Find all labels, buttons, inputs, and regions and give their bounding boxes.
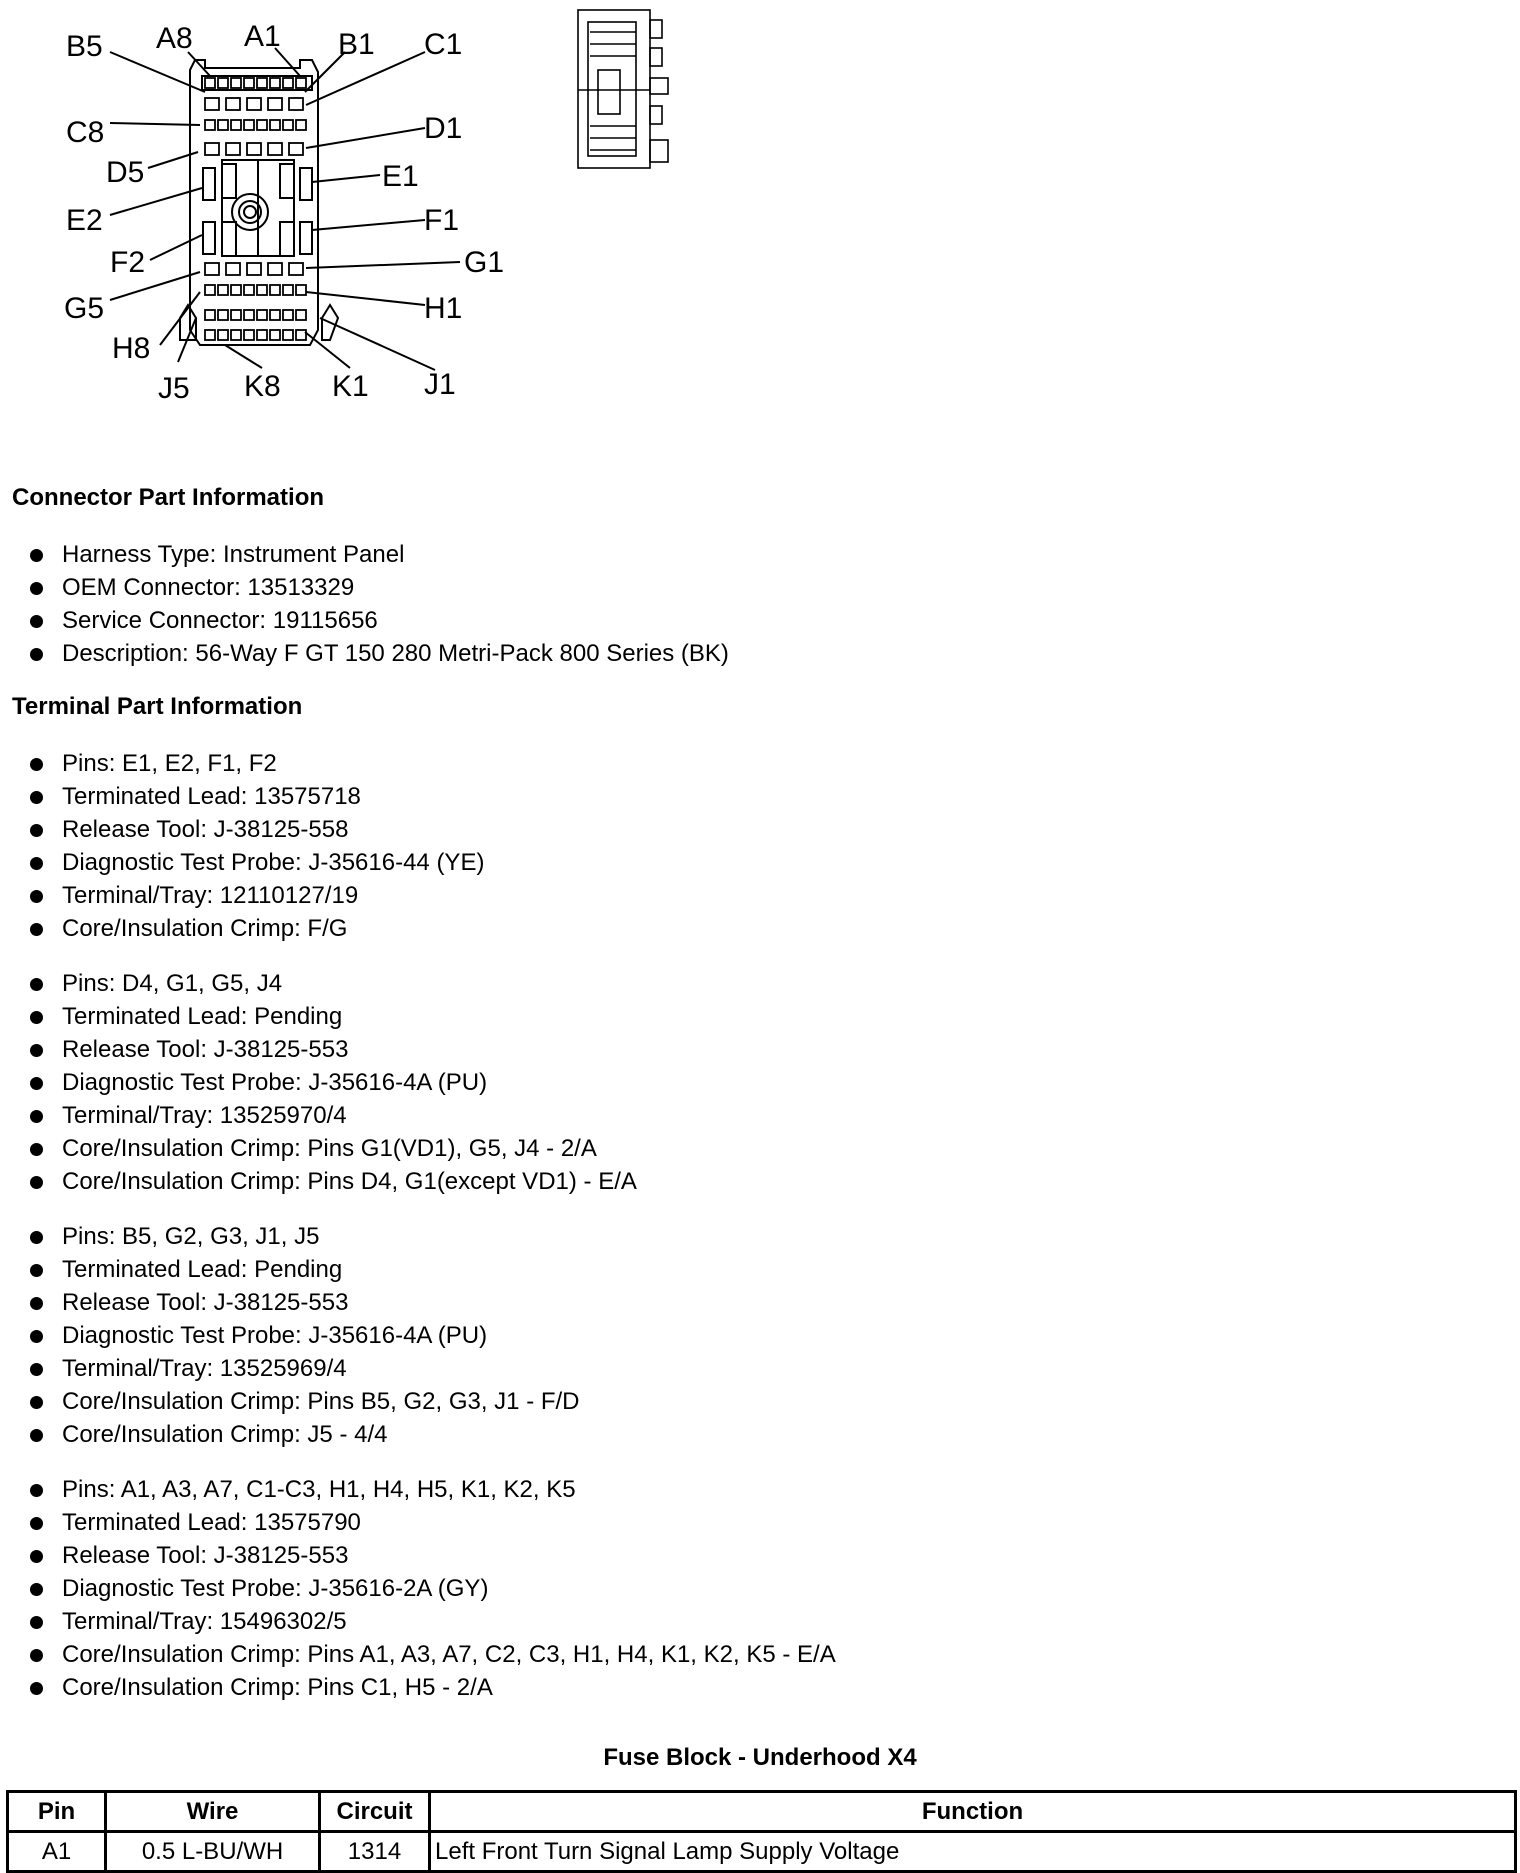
- label-B5: B5: [66, 30, 103, 63]
- connector-pin-cavity: [205, 310, 215, 320]
- list-item: Core/Insulation Crimp: Pins A1, A3, A7, C2, C3, H1, H4, K1, K2, K5 - E/A: [28, 1638, 836, 1671]
- terminal-group-4: [28, 1473, 836, 1704]
- label-H1: H1: [424, 292, 463, 325]
- connector-pin-cavity: [218, 78, 228, 88]
- cell-function: Left Front Turn Signal Lamp Supply Voltage: [430, 1832, 1516, 1872]
- list-item: Core/Insulation Crimp: F/G: [28, 912, 484, 945]
- list-item: Pins: E1, E2, F1, F2: [28, 747, 484, 780]
- cell-pin: A1: [8, 1832, 106, 1872]
- connector-pin-cavity: [268, 263, 282, 275]
- connector-pin-cavity: [226, 98, 240, 110]
- list-item: Terminated Lead: Pending: [28, 1253, 580, 1286]
- label-G1: G1: [464, 246, 505, 279]
- connector-pin-cavity: [289, 143, 303, 155]
- connector-pin-cavity: [244, 285, 254, 295]
- connector-pin-cavity: [244, 310, 254, 320]
- list-item: Diagnostic Test Probe: J-35616-44 (YE): [28, 846, 484, 879]
- connector-pin-cavity: [283, 78, 293, 88]
- connector-pin-cavity: [247, 263, 261, 275]
- connector-pin-cavity: [218, 330, 228, 340]
- connector-pin-cavity: [231, 120, 241, 130]
- label-E1: E1: [382, 160, 419, 193]
- connector-pin-cavity: [289, 263, 303, 275]
- cell-wire: 0.5 L-BU/WH: [106, 1832, 320, 1872]
- list-item: Core/Insulation Crimp: Pins D4, G1(except VD1) - E/A: [28, 1165, 637, 1198]
- connector-side-view: [578, 10, 668, 168]
- connector-pin-cavity: [205, 120, 215, 130]
- label-H8: H8: [112, 332, 151, 365]
- connector-pin-cavity: [283, 285, 293, 295]
- connector-pin-cavity: [268, 143, 282, 155]
- list-item: Core/Insulation Crimp: Pins C1, H5 - 2/A: [28, 1671, 836, 1704]
- connector-pin-cavity: [218, 310, 228, 320]
- list-item: Harness Type: Instrument Panel: [28, 538, 729, 571]
- list-item: Pins: A1, A3, A7, C1-C3, H1, H4, H5, K1, K2, K5: [28, 1473, 836, 1506]
- label-G5: G5: [64, 292, 105, 325]
- connector-pin-cavity: [231, 285, 241, 295]
- connector-pin-cavity: [247, 98, 261, 110]
- table-title: Fuse Block - Underhood X4: [603, 1744, 917, 1771]
- terminal-group-1: [28, 747, 484, 945]
- terminal-group-3: [28, 1220, 580, 1451]
- list-item: Release Tool: J-38125-558: [28, 813, 484, 846]
- connector-pin-cavity: [218, 285, 228, 295]
- list-item: Pins: B5, G2, G3, J1, J5: [28, 1220, 580, 1253]
- list-item: OEM Connector: 13513329: [28, 571, 729, 604]
- list-item: Description: 56-Way F GT 150 280 Metri-Pack 800 Series (BK): [28, 637, 729, 670]
- connector-pin-cavity: [226, 263, 240, 275]
- connector-pin-cavity: [244, 78, 254, 88]
- connector-pin-cavity: [270, 310, 280, 320]
- label-F2: F2: [110, 246, 146, 279]
- list-item: Release Tool: J-38125-553: [28, 1286, 580, 1319]
- connector-pin-cavity: [257, 120, 267, 130]
- label-A1: A1: [244, 20, 281, 53]
- connector-pin-cavity: [226, 143, 240, 155]
- terminal-group-2: [28, 967, 637, 1198]
- connector-info-list: [28, 538, 729, 670]
- list-item: Core/Insulation Crimp: Pins G1(VD1), G5, J4 - 2/A: [28, 1132, 637, 1165]
- connector-pin-cavity: [270, 285, 280, 295]
- connector-diagram: [0, 0, 720, 420]
- connector-pin-cavity: [205, 143, 219, 155]
- connector-pin-cavity: [231, 330, 241, 340]
- connector-pin-cavity: [244, 330, 254, 340]
- list-item: Terminated Lead: Pending: [28, 1000, 637, 1033]
- connector-pin-cavity: [270, 330, 280, 340]
- connector-pin-cavity: [231, 78, 241, 88]
- list-item: Terminated Lead: 13575790: [28, 1506, 836, 1539]
- connector-pin-cavity: [244, 120, 254, 130]
- connector-pin-cavity: [205, 330, 215, 340]
- header-function: Function: [430, 1792, 1516, 1832]
- list-item: Diagnostic Test Probe: J-35616-2A (GY): [28, 1572, 836, 1605]
- table-header-row: [8, 1792, 1516, 1832]
- pin-table: [6, 1790, 1517, 1873]
- list-item: Pins: D4, G1, G5, J4: [28, 967, 637, 1000]
- label-C8: C8: [66, 116, 105, 149]
- connector-pin-cavity: [257, 285, 267, 295]
- list-item: Release Tool: J-38125-553: [28, 1033, 637, 1066]
- connector-pin-cavity: [218, 120, 228, 130]
- connector-pin-cavity: [296, 330, 306, 340]
- connector-pin-cavity: [205, 285, 215, 295]
- connector-pin-cavity: [289, 98, 303, 110]
- connector-pin-cavity: [296, 310, 306, 320]
- connector-pin-cavity: [231, 310, 241, 320]
- label-C1: C1: [424, 28, 463, 61]
- connector-pin-cavity: [205, 78, 215, 88]
- connector-pin-cavity: [270, 120, 280, 130]
- list-item: Diagnostic Test Probe: J-35616-4A (PU): [28, 1319, 580, 1352]
- terminal-info-heading: Terminal Part Information: [12, 693, 303, 720]
- connector-pin-cavity: [257, 310, 267, 320]
- connector-pin-cavity: [283, 310, 293, 320]
- cell-circuit: 1314: [320, 1832, 430, 1872]
- list-item: Terminal/Tray: 13525969/4: [28, 1352, 580, 1385]
- label-J1: J1: [424, 368, 456, 401]
- list-item: Release Tool: J-38125-553: [28, 1539, 836, 1572]
- label-E2: E2: [66, 204, 103, 237]
- connector-pin-cavity: [247, 143, 261, 155]
- label-B1: B1: [338, 28, 375, 61]
- label-F1: F1: [424, 204, 460, 237]
- connector-pin-cavity: [257, 78, 267, 88]
- connector-pin-cavity: [270, 78, 280, 88]
- list-item: Terminal/Tray: 13525970/4: [28, 1099, 637, 1132]
- list-item: Terminated Lead: 13575718: [28, 780, 484, 813]
- connector-pin-cavity: [268, 98, 282, 110]
- label-J5: J5: [158, 372, 190, 405]
- label-D1: D1: [424, 112, 463, 145]
- connector-pin-cavity: [205, 263, 219, 275]
- label-A8: A8: [156, 22, 193, 55]
- connector-pin-cavity: [283, 120, 293, 130]
- label-K1: K1: [332, 370, 369, 403]
- header-wire: Wire: [106, 1792, 320, 1832]
- label-K8: K8: [244, 370, 281, 403]
- connector-info-heading: Connector Part Information: [12, 484, 325, 511]
- list-item: Service Connector: 19115656: [28, 604, 729, 637]
- connector-pin-cavity: [205, 98, 219, 110]
- connector-pin-cavity: [283, 330, 293, 340]
- list-item: Diagnostic Test Probe: J-35616-4A (PU): [28, 1066, 637, 1099]
- list-item: Terminal/Tray: 12110127/19: [28, 879, 484, 912]
- header-pin: Pin: [8, 1792, 106, 1832]
- connector-pin-cavity: [296, 285, 306, 295]
- list-item: Terminal/Tray: 15496302/5: [28, 1605, 836, 1638]
- label-D5: D5: [106, 156, 145, 189]
- header-circuit: Circuit: [320, 1792, 430, 1832]
- list-item: Core/Insulation Crimp: J5 - 4/4: [28, 1418, 580, 1451]
- list-item: Core/Insulation Crimp: Pins B5, G2, G3, J1 - F/D: [28, 1385, 580, 1418]
- connector-pin-cavity: [257, 330, 267, 340]
- connector-pin-cavity: [296, 78, 306, 88]
- table-row: [8, 1832, 1516, 1872]
- connector-pin-cavity: [296, 120, 306, 130]
